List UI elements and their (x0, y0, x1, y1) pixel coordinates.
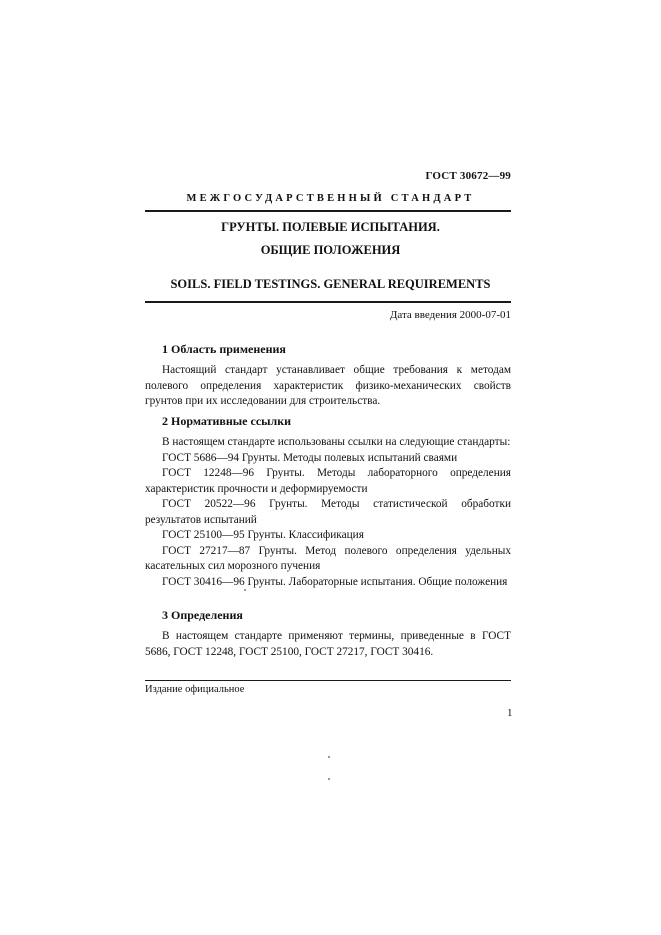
top-rule (145, 210, 511, 212)
references-intro: В настоящем стандарте использованы ссылки на следующие стандарты: (162, 436, 511, 448)
scan-speck (328, 778, 330, 780)
section-heading-scope: 1 Область применения (162, 342, 286, 356)
section-references-text (145, 435, 511, 590)
scan-speck (244, 589, 246, 591)
scan-speck (328, 756, 330, 758)
reference-item: ГОСТ 5686—94 Грунты. Методы полевых испытаний сваями (162, 451, 458, 464)
reference-item: ГОСТ 27217—87 Грунты. Метод полевого определения удельных касательных сил морозного пучения (145, 544, 511, 572)
standard-type-label: МЕЖГОСУДАРСТВЕННЫЙ СТАНДАРТ (186, 193, 475, 204)
title-en: SOILS. FIELD TESTINGS. GENERAL REQUIREMENTS (170, 277, 491, 291)
section-heading-references: 2 Нормативные ссылки (162, 414, 292, 428)
page-number: 1 (507, 707, 513, 719)
reference-item: ГОСТ 20522—96 Грунты. Методы статистической обработки результатов испытаний (145, 498, 511, 526)
reference-item: ГОСТ 12248—96 Грунты. Методы лабораторного определения характеристик прочности и деформируемости (145, 467, 511, 495)
definitions-paragraph: В настоящем стандарте применяют термины, приведенные в ГОСТ 5686, ГОСТ 12248, ГОСТ 25100, ГОСТ 27217, ГОСТ 30416. (145, 630, 511, 658)
section-scope-text (145, 363, 511, 410)
section-definitions-text (145, 629, 511, 660)
title-ru-line1: ГРУНТЫ. ПОЛЕВЫЕ ИСПЫТАНИЯ. (221, 220, 440, 234)
scope-paragraph: Настоящий стандарт устанавливает общие требования к методам полевого определения характеристик физико-механических свойств грунтов при их исследовании для строительства. (145, 364, 511, 407)
title-ru-line2: ОБЩИЕ ПОЛОЖЕНИЯ (260, 243, 401, 257)
reference-item: ГОСТ 30416—96 Грунты. Лабораторные испытания. Общие положения (162, 575, 508, 588)
edition-note: Издание официальное (145, 684, 245, 695)
document-code: ГОСТ 30672—99 (425, 170, 511, 182)
section-heading-definitions: 3 Определения (162, 608, 243, 622)
reference-item: ГОСТ 25100—95 Грунты. Классификация (162, 529, 364, 541)
title-bottom-rule (145, 301, 511, 303)
intro-date: Дата введения 2000-07-01 (389, 309, 511, 321)
footer-rule (145, 680, 511, 681)
